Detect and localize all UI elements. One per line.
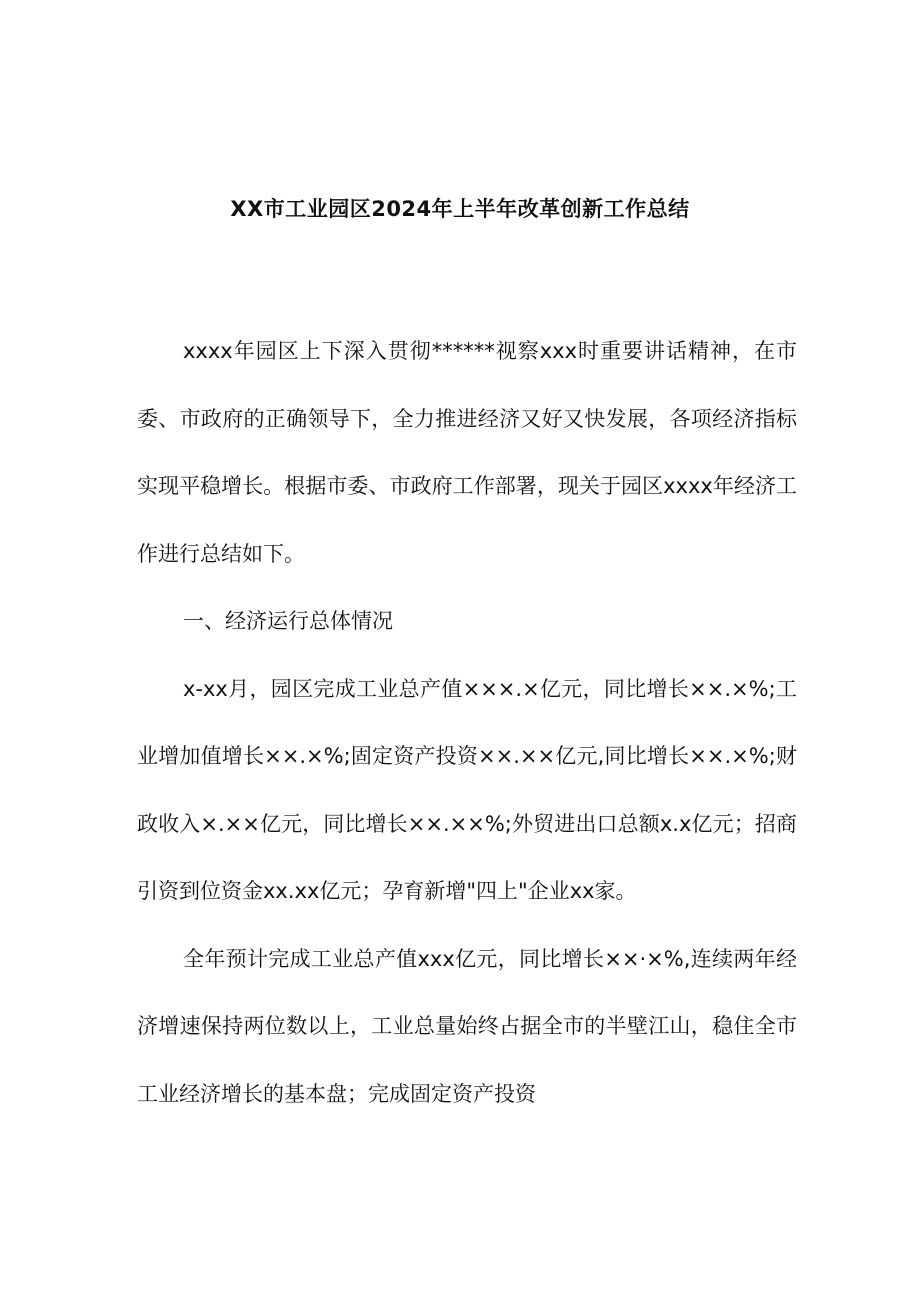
document-body (137, 318, 797, 1128)
section-heading: 一、经济运行总体情况 (183, 609, 393, 633)
paragraph-forecast: 全年预计完成工业总产值xxx亿元，同比增长××·×%,连续两年经济增速保持两位数以上，工业总量始终占据全市的半壁江山，稳住全市工业经济增长的基本盘；完成固定资产投资 (137, 946, 797, 1106)
document-title: XX市工业园区2024年上半年改革创新工作总结 (230, 197, 690, 221)
paragraph-intro: xxxx年园区上下深入贯彻******视察xxx时重要讲话精神，在市委、市政府的正确领导下，全力推进经济又好又快发展，各项经济指标实现平稳增长。根据市委、市政府工作部署，现关于园区xxxx年经济工作进行总结如下。 (137, 339, 797, 566)
paragraph-indicators: x-xx月，园区完成工业总产值×××.×亿元，同比增长××.×%;工业增加值增长××.×%;固定资产投资××.××亿元,同比增长××.×%;财政收入×.××亿元，同比增长××.××%;外贸进出口总额x.x亿元；招商引资到位资金xx.xx亿元；孕育新增"四上"企业xx家。 (137, 676, 797, 903)
